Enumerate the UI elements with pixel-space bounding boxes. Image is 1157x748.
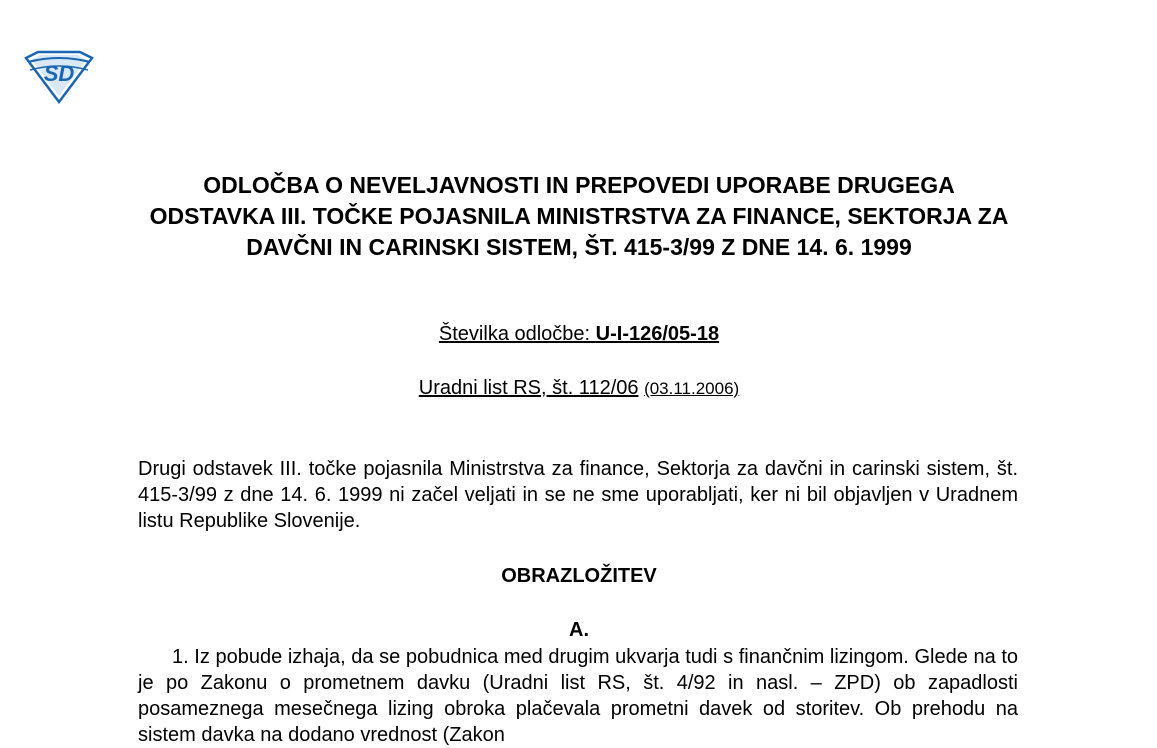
- decision-number-value: U-I-126/05-18: [595, 323, 720, 345]
- section-a-heading: A.: [569, 619, 589, 641]
- gazette-date: (03.11.2006): [644, 379, 740, 398]
- decision-number: [140, 322, 1018, 346]
- gazette-reference: [140, 376, 1018, 401]
- sd-diamond-logo-icon: [22, 50, 96, 104]
- decision-label: Številka odločbe:: [438, 323, 596, 345]
- logo: [22, 50, 96, 104]
- logo-text: SD: [43, 61, 75, 86]
- document-title: ODLOČBA O NEVELJAVNOSTI IN PREPOVEDI UPORABE DRUGEGA ODSTAVKA III. TOČKE POJASNILA MINISTRSTVA ZA FINANCE, SEKTORJA ZA DAVČNI IN CARINSKI SISTEM, ŠT. 415-3/99 Z DNE 14. 6. 1999: [149, 172, 1009, 260]
- gazette-label: Uradni list RS, št. 112/06: [418, 377, 639, 399]
- paragraph-1: 1. Iz pobude izhaja, da se pobudnica med drugim ukvarja tudi s finančnim lizingom. Glede na to je po Zakonu o prometnem davku (Uradni list RS, št. 4/92 in nasl. – ZPD) ob zapadlosti posameznega mesečnega lizing obroka plačevala prometni davek od storitev. Ob prehodu na sistem davka na dodano vrednost (Zakon: [138, 646, 1018, 746]
- disposition-paragraph: Drugi odstavek III. točke pojasnila Ministrstva za finance, Sektorja za davčni in carinski sistem, št. 415-3/99 z dne 14. 6. 1999 ni začel veljati in se ne sme uporabljati, ker ni bil objavljen v Uradnem listu Republike Slovenije.: [138, 458, 1018, 532]
- reasoning-heading: OBRAZLOŽITEV: [501, 565, 657, 587]
